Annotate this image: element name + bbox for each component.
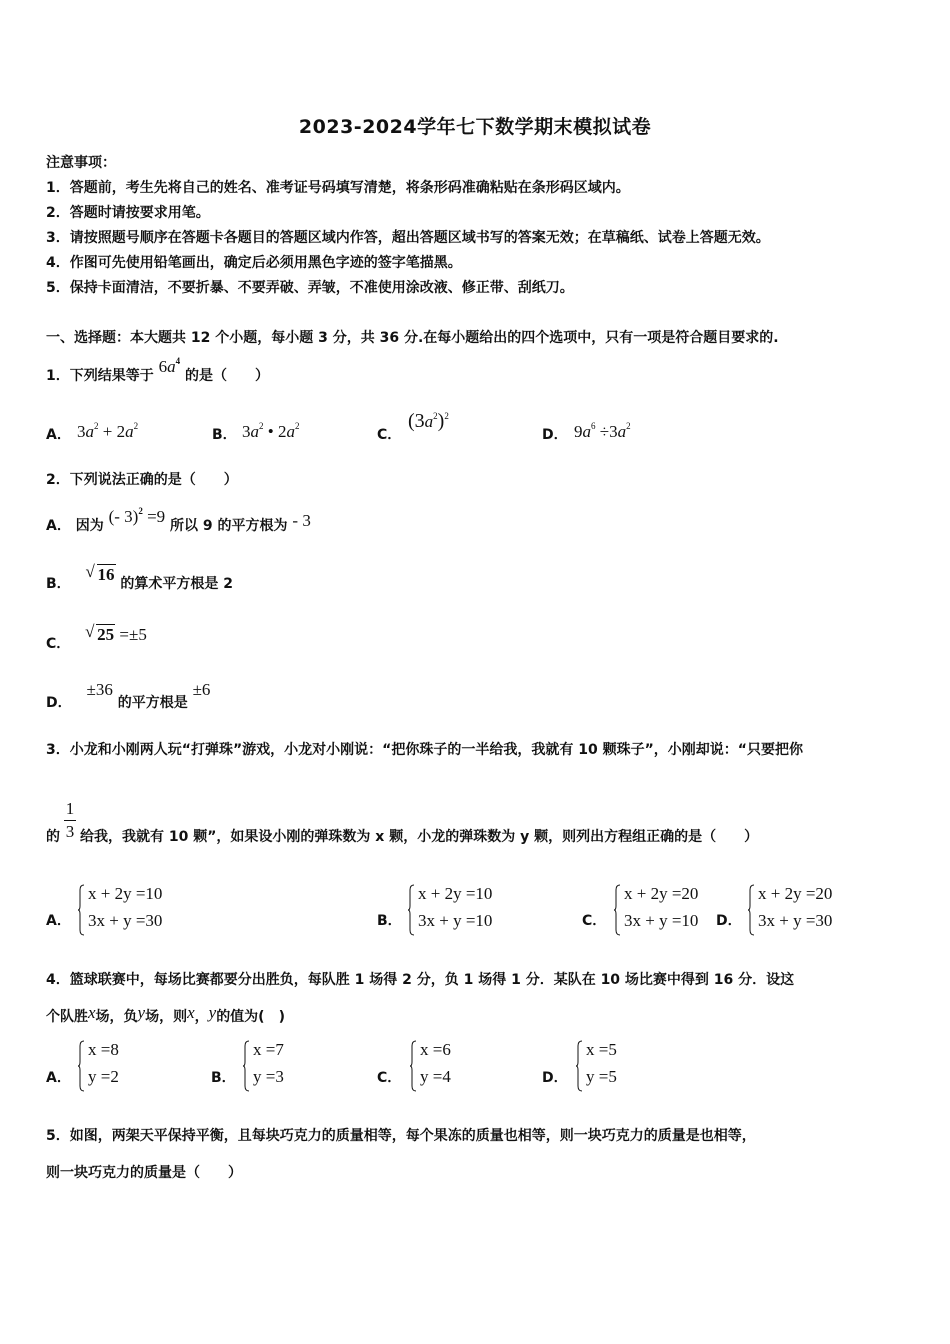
q4-option-a-label[interactable]: A． bbox=[46, 1070, 71, 1086]
q1-stem-end: 的是（ ） bbox=[185, 368, 269, 384]
q4-var-x: x bbox=[88, 1003, 96, 1022]
question-2-stem: 2．下列说法正确的是（ ） bbox=[46, 472, 238, 488]
question-3-line2-end: 给我，我就有 10 颗”，如果设小刚的弹珠数为 x 颗，小龙的弹珠数为 y 颗，则列出方程组正确的是（ ） bbox=[80, 829, 759, 845]
notice-item-3: 3．请按照题号顺序在答题卡各题目的答题区域内作答，超出答题区域书写的答案无效；在草稿纸、试卷上答题无效。 bbox=[46, 230, 770, 246]
q2-option-a-math: (- 3)$^2$ =9 bbox=[108, 506, 166, 526]
q4-option-b-eq2: y =3 bbox=[253, 1067, 284, 1086]
q3-option-b-eq2: 3x + y =10 bbox=[418, 911, 493, 930]
q3-option-c-eq2: 3x + y =10 bbox=[624, 911, 699, 930]
q2-option-d-math2: ±6 bbox=[192, 680, 211, 699]
q2-option-b-label: B． bbox=[46, 576, 71, 592]
q2-option-a-text2: 所以 9 的平方根为 bbox=[170, 518, 288, 534]
q1-option-d-label[interactable]: D． bbox=[542, 427, 568, 443]
q1-option-a-label[interactable]: A． bbox=[46, 427, 71, 443]
page-title: 2023-2024学年七下数学期末模拟试卷 bbox=[298, 116, 652, 138]
notice-heading: 注意事项： bbox=[46, 155, 116, 171]
brace-icon bbox=[78, 1040, 85, 1092]
q3-option-a-eq2: 3x + y =30 bbox=[88, 911, 163, 930]
brace-icon bbox=[748, 884, 755, 936]
q3-option-a-label[interactable]: A． bbox=[46, 913, 71, 929]
q1-expr-var: a bbox=[167, 357, 176, 376]
brace-icon bbox=[410, 1040, 417, 1092]
brace-icon bbox=[614, 884, 621, 936]
q2-option-d[interactable] bbox=[46, 680, 211, 712]
question-4-line2 bbox=[46, 1003, 285, 1026]
q2-option-c-label: C． bbox=[46, 636, 71, 652]
q2-option-b[interactable] bbox=[46, 562, 234, 593]
q4-var-x-2: x bbox=[187, 1003, 195, 1022]
question-4-line1: 4．篮球联赛中，每场比赛都要分出胜负，每队胜 1 场得 2 分，负 1 场得 1 分．某队在 10 场比赛中得到 16 分．设这 bbox=[46, 972, 795, 988]
q3-fraction-bar bbox=[64, 820, 76, 821]
q4-option-a-eq2: y =2 bbox=[88, 1067, 119, 1086]
q2-option-a-label: A． bbox=[46, 518, 71, 534]
q4-option-d-eq2: y =5 bbox=[586, 1067, 617, 1086]
q3-option-a-eq1: x + 2y =10 bbox=[88, 884, 163, 903]
q1-expr-coef: 6 bbox=[158, 357, 168, 376]
q4-option-b-eq1: x =7 bbox=[253, 1040, 284, 1059]
question-5-line1: 5．如图，两架天平保持平衡，且每块巧克力的质量相等，每个果冻的质量也相等，则一块巧克力的质量是也相等， bbox=[46, 1128, 756, 1144]
section-heading: 一、选择题：本大题共 12 个小题，每小题 3 分，共 36 分.在每小题给出的四个选项中，只有一项是符合题目要求的. bbox=[46, 330, 779, 346]
notice-item-4: 4．作图可先使用铅笔画出，确定后必须用黑色字迹的签字笔描黑。 bbox=[46, 255, 462, 271]
q4-option-b-label[interactable]: B． bbox=[211, 1070, 236, 1086]
q2-option-b-text: 的算术平方根是 2 bbox=[120, 576, 234, 592]
q3-option-b-eq1: x + 2y =10 bbox=[418, 884, 493, 903]
q1-option-b-expr: $3a^2$ • $2a^2$ bbox=[242, 421, 300, 441]
q1-option-c-expr: $(3a^2)^2$ bbox=[408, 410, 449, 432]
notice-item-1: 1．答题前，考生先将自己的姓名、准考证号码填写清楚，将条形码准确粘贴在条形码区域内。 bbox=[46, 180, 630, 196]
question-3-line1: 3．小龙和小刚两人玩“打弹珠”游戏，小龙对小刚说：“把你珠子的一半给我，我就有 10 颗珠子”，小刚却说：“只要把你 bbox=[46, 742, 803, 758]
q4-option-c-label[interactable]: C． bbox=[377, 1070, 402, 1086]
q2-option-c-rest: =±5 bbox=[115, 625, 147, 644]
q3-option-d-eq2: 3x + y =30 bbox=[758, 911, 833, 930]
q4-option-a-eq1: x =8 bbox=[88, 1040, 119, 1059]
q3-option-c-eq1: x + 2y =20 bbox=[624, 884, 699, 903]
q4-text-c: 场，则 bbox=[145, 1009, 188, 1025]
q4-option-c-eq1: x =6 bbox=[420, 1040, 451, 1059]
q2-option-a-text1: 因为 bbox=[75, 518, 104, 534]
brace-icon bbox=[78, 884, 85, 936]
q4-text-d: ， bbox=[194, 1009, 209, 1025]
q4-option-d-label[interactable]: D． bbox=[542, 1070, 568, 1086]
q3-fraction-denominator: 3 bbox=[65, 822, 75, 841]
question-3-line2-start: 的 bbox=[46, 829, 60, 845]
q4-text-b: 场，负 bbox=[95, 1009, 138, 1025]
question-1-stem bbox=[46, 356, 269, 385]
q1-option-b-label[interactable]: B． bbox=[212, 427, 237, 443]
brace-icon bbox=[408, 884, 415, 936]
brace-icon bbox=[576, 1040, 583, 1092]
notice-item-2: 2．答题时请按要求用笔。 bbox=[46, 205, 210, 221]
q2-option-c[interactable] bbox=[46, 622, 147, 653]
q4-option-c-eq2: y =4 bbox=[420, 1067, 451, 1086]
q1-expr-exp: 4 bbox=[175, 356, 181, 366]
q2-option-a[interactable] bbox=[46, 506, 311, 535]
q4-text-a: 个队胜 bbox=[46, 1009, 88, 1025]
q3-option-b-label[interactable]: B． bbox=[377, 913, 402, 929]
question-5-line2: 则一块巧克力的质量是（ ） bbox=[46, 1165, 242, 1181]
q3-option-d-eq1: x + 2y =20 bbox=[758, 884, 833, 903]
q3-option-c-label[interactable]: C． bbox=[582, 913, 607, 929]
q2-option-d-text: 的平方根是 bbox=[117, 695, 188, 711]
q1-stem-start: 1．下列结果等于 bbox=[46, 368, 154, 384]
q4-option-d-eq1: x =5 bbox=[586, 1040, 617, 1059]
q1-option-c-label[interactable]: C． bbox=[377, 427, 402, 443]
q2-option-c-sqrt: √ 25 bbox=[85, 622, 115, 644]
brace-icon bbox=[243, 1040, 250, 1092]
q2-option-b-sqrt: √ 16 bbox=[85, 562, 115, 584]
q2-option-d-label: D． bbox=[46, 695, 72, 711]
q3-fraction-numerator: 1 bbox=[65, 799, 75, 818]
q2-option-a-math3: - 3 bbox=[292, 511, 311, 530]
q1-expression bbox=[158, 356, 185, 376]
q1-option-a-expr: $3a^2 + 2a^2$ bbox=[77, 421, 139, 441]
q3-fraction bbox=[64, 800, 76, 841]
q1-option-d-expr: $9a^6 \div 3a^2$ bbox=[574, 421, 631, 441]
q2-option-d-math1: ±36 bbox=[86, 680, 113, 699]
q4-var-y-2: y bbox=[208, 1003, 217, 1022]
q4-text-e: 的值为( ) bbox=[216, 1009, 285, 1025]
q3-option-d-label[interactable]: D． bbox=[716, 913, 742, 929]
notice-item-5: 5．保持卡面清洁，不要折暴、不要弄破、弄皱，不准使用涂改液、修正带、刮纸刀。 bbox=[46, 280, 574, 296]
q4-var-y: y bbox=[137, 1003, 146, 1022]
